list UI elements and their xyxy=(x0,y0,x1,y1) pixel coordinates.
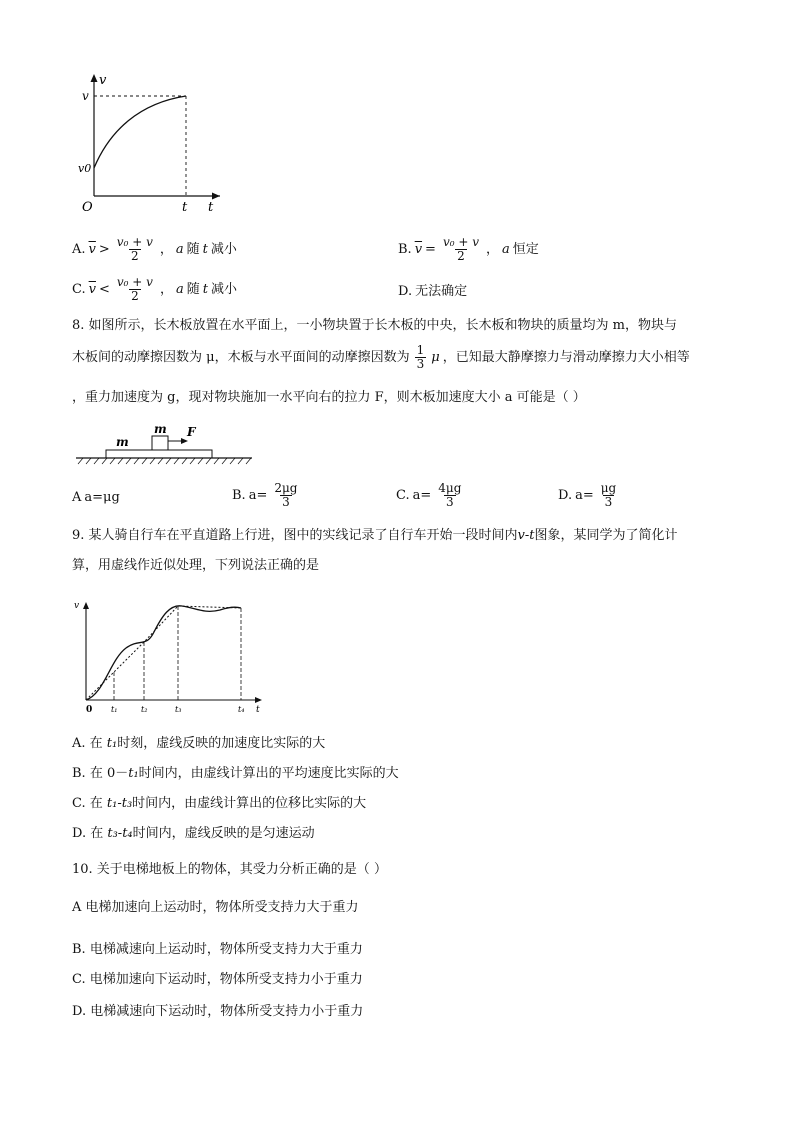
x-axis-label: t xyxy=(256,705,260,715)
fraction: $\frac{1}{3}$ xyxy=(416,343,425,371)
t1-label: t₁ xyxy=(111,705,118,714)
small-block xyxy=(152,436,168,450)
q8-stem-line2: 木板间的动摩擦因数为 μ，木板与水平面间的动摩擦因数为 $\frac{1}{3}$ μ ，已知最大静摩擦力与滑动摩擦力大小相等 xyxy=(72,343,690,371)
force-label: F xyxy=(187,425,196,439)
y-axis-arrow xyxy=(83,602,89,609)
block-mass-label: m xyxy=(154,424,167,436)
q8-stem-line3: ，重力加速度为 g，现对物块施加一水平向右的拉力 F，则木板加速度大小 a 可能是（ ） xyxy=(72,390,586,405)
ground-hatching xyxy=(78,458,251,464)
q9-option-d[interactable]: D. 在 t₃-t₄时间内，虚线反映的是匀速运动 xyxy=(72,826,315,841)
q9-option-c[interactable]: C. 在 t₁-t₃时间内，由虚线计算出的位移比实际的大 xyxy=(72,796,367,811)
t3-label: t₃ xyxy=(175,705,182,714)
v-tick-label: v xyxy=(82,89,89,103)
fraction: $\frac{\text{v₀ + v}}{2}$ xyxy=(442,235,480,263)
q10-option-a[interactable]: A 电梯加速向上运动时，物体所受支持力大于重力 xyxy=(72,900,359,915)
y-axis-arrow xyxy=(91,74,98,82)
q8-option-b[interactable]: B. a= $\frac{2\mu g}{3}$ xyxy=(232,481,298,509)
q9-stem-line1: 9. 某人骑自行车在平直道路上行进，图中的实线记录了自行车开始一段时间内v-t图象，某同学为了简化计 xyxy=(72,528,678,543)
bicycle-vt-graph xyxy=(74,598,270,726)
q8-option-d[interactable]: D. a= $\frac{\mu g}{3}$ xyxy=(558,481,617,509)
q10-option-b[interactable]: B. 电梯减速向上运动时，物体所受支持力大于重力 xyxy=(72,942,363,957)
approx-dashed-curve xyxy=(86,606,241,700)
y-axis-label: v xyxy=(74,601,80,611)
q7-option-b[interactable]: B. $\overline{v}$ = $\frac{\text{v₀ + v}}{2}$ ， a 恒定 xyxy=(398,235,539,263)
fraction: $\frac{4\mu g}{3}$ xyxy=(438,481,462,509)
v0-tick-label: v0 xyxy=(78,162,92,175)
board-mass-label: m xyxy=(116,435,129,449)
q10-stem: 10. 关于电梯地板上的物体，其受力分析正确的是（ ） xyxy=(72,862,387,877)
fraction: $\frac{\text{v₀ + v}}{2}$ xyxy=(116,235,153,263)
actual-curve xyxy=(86,606,241,700)
velocity-curve xyxy=(94,96,186,168)
q9-stem-line2: 算，用虚线作近似处理，下列说法正确的是 xyxy=(72,558,320,573)
t-tick-label: t xyxy=(182,200,188,215)
q8-option-a[interactable]: A a=μg xyxy=(72,490,120,505)
x-axis-arrow xyxy=(255,697,262,703)
q9-option-b[interactable]: B. 在 0－t₁时间内，由虚线计算出的平均速度比实际的大 xyxy=(72,766,399,781)
long-board xyxy=(106,450,212,458)
q8-stem-line1: 8. 如图所示，长木板放置在水平面上，一小物块置于长木板的中央，长木板和物块的质量均为 m，物块与 xyxy=(72,318,677,333)
fraction: $\frac{\mu g}{3}$ xyxy=(600,481,617,509)
origin-label: 0 xyxy=(86,705,93,715)
vt-graph-q7 xyxy=(70,68,250,218)
q7-option-d[interactable]: D. 无法确定 xyxy=(398,284,468,299)
fraction: $\frac{\text{v₀ + v}}{2}$ xyxy=(116,275,153,303)
q10-option-c[interactable]: C. 电梯加速向下运动时，物体所受支持力小于重力 xyxy=(72,972,363,987)
t4-label: t₄ xyxy=(238,705,245,714)
q7-option-a[interactable]: A. $\overline{v}$ > $\frac{\text{v₀ + v}}{2}$ ， a 随 t 减小 xyxy=(72,235,237,263)
origin-label: O xyxy=(82,200,93,215)
y-axis-label: v xyxy=(99,73,107,88)
fraction: $\frac{2\mu g}{3}$ xyxy=(274,481,298,509)
board-block-diagram xyxy=(74,424,254,468)
q8-option-c[interactable]: C. a= $\frac{4\mu g}{3}$ xyxy=(396,481,462,509)
t2-label: t₂ xyxy=(141,705,148,714)
x-axis-arrow xyxy=(212,193,220,200)
x-axis-label: t xyxy=(208,200,214,215)
q9-option-a[interactable]: A. 在 t₁时刻，虚线反映的加速度比实际的大 xyxy=(72,736,326,751)
q7-option-c[interactable]: C. $\overline{v}$ < $\frac{\text{v₀ + v}}{2}$ ， a 随 t 减小 xyxy=(72,275,237,303)
q10-option-d[interactable]: D. 电梯减速向下运动时，物体所受支持力小于重力 xyxy=(72,1004,364,1019)
